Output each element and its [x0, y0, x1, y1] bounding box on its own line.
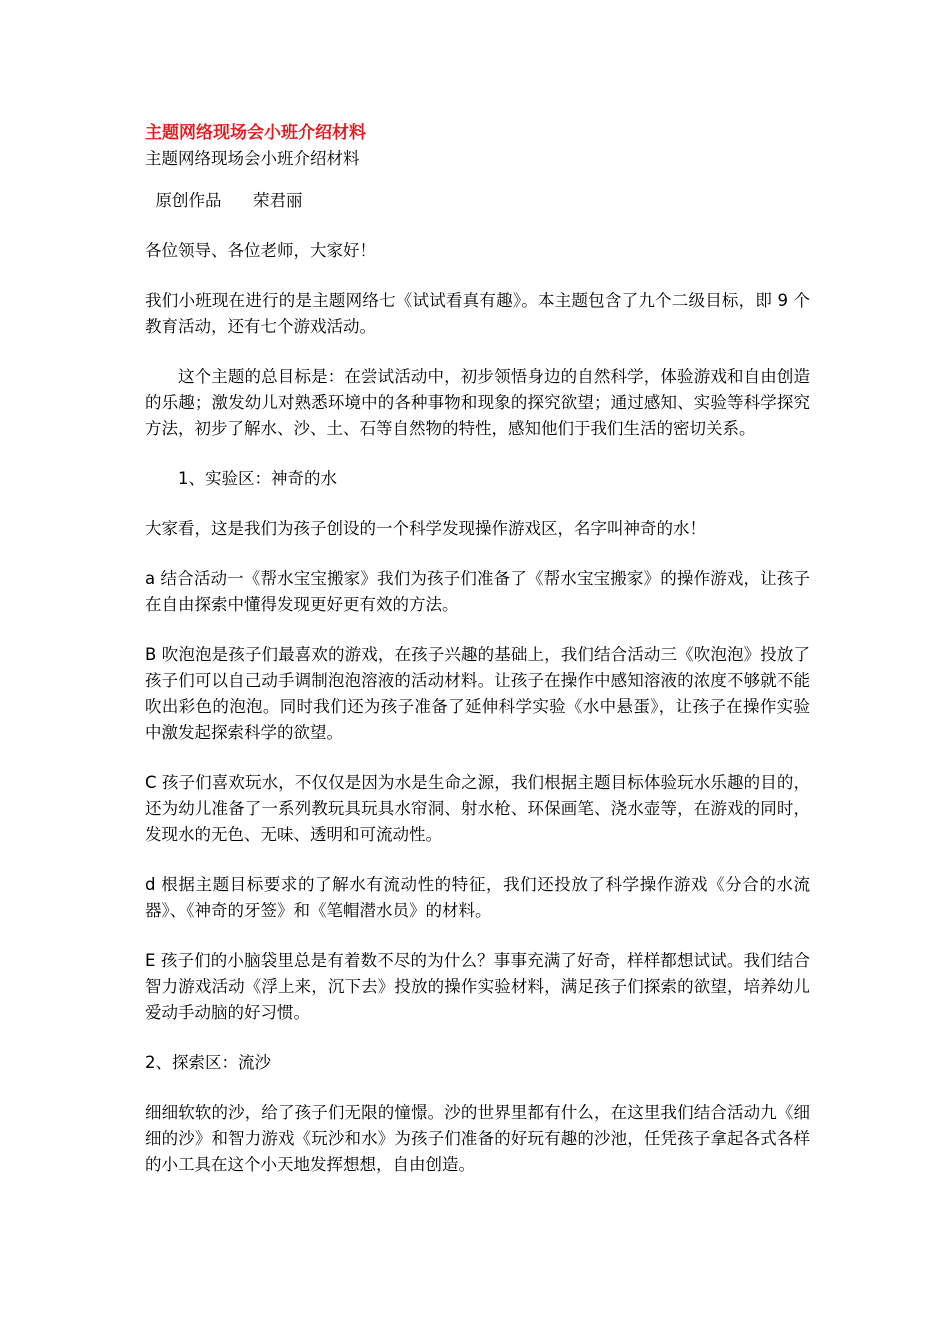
greeting-paragraph: 各位领导、各位老师，大家好！ — [145, 241, 376, 260]
document-title: 主题网络现场会小班介绍材料 — [145, 123, 366, 143]
water-intro-paragraph: 大家看，这是我们为孩子创设的一个科学发现操作游戏区，名字叫神奇的水！ — [145, 519, 706, 538]
item-b-paragraph: B 吹泡泡是孩子们最喜欢的游戏，在孩子兴趣的基础上，我们结合活动三《吹泡泡》投放了孩子们可以自己动手调制泡泡溶液的活动材料。让孩子在操作中感知溶液的浓度不够就不能吹出彩色的泡泡。同时我们还为孩子准备了延伸科学实验《水中悬蛋》，让孩子在操作实验中激发起探索科学的欲望。 — [145, 645, 810, 742]
item-a-paragraph: a 结合活动一《帮水宝宝搬家》我们为孩子们准备了《帮水宝宝搬家》的操作游戏，让孩子在自由探索中懂得发现更好更有效的方法。 — [145, 569, 810, 614]
goal-paragraph: 这个主题的总目标是：在尝试活动中，初步领悟身边的自然科学，体验游戏和自由创造的乐趣；激发幼儿对熟悉环境中的各种事物和现象的探究欲望；通过感知、实验等科学探究方法，初步了解水、沙、土、石等自然物的特性，感知他们于我们生活的密切关系。 — [145, 367, 810, 438]
intro-paragraph: 我们小班现在进行的是主题网络七《试试看真有趣》。本主题包含了九个二级目标，即 9 个教育活动，还有七个游戏活动。 — [145, 291, 810, 336]
sand-paragraph: 细细软软的沙，给了孩子们无限的憧憬。沙的世界里都有什么，在这里我们结合活动九《细细的沙》和智力游戏《玩沙和水》为孩子们准备的好玩有趣的沙池，任凭孩子拿起各式各样的小工具在这个小天地发挥想想，自由创造。 — [145, 1103, 810, 1174]
item-d-paragraph: d 根据主题目标要求的了解水有流动性的特征，我们还投放了科学操作游戏《分合的水流器》、《神奇的牙签》和《笔帽潜水员》的材料。 — [145, 875, 810, 920]
section-heading-sand: 2、探索区：流沙 — [145, 1053, 271, 1072]
section-heading-water: 1、实验区：神奇的水 — [178, 469, 337, 488]
item-e-paragraph: E 孩子们的小脑袋里总是有着数不尽的为什么？事事充满了好奇，样样都想试试。我们结合智力游戏活动《浮上来，沉下去》投放的操作实验材料，满足孩子们探索的欲望，培养幼儿爱动手动脑的好习惯。 — [145, 951, 810, 1022]
document-subtitle: 主题网络现场会小班介绍材料 — [145, 149, 360, 168]
item-c-paragraph: C 孩子们喜欢玩水，不仅仅是因为水是生命之源，我们根据主题目标体验玩水乐趣的目的，还为幼儿准备了一系列教玩具玩具水帘洞、射水枪、环保画笔、浇水壶等，在游戏的同时，发现水的无色、无味、透明和可流动性。 — [145, 773, 810, 844]
document-page — [145, 120, 810, 1178]
author-line: 原创作品 荣君丽 — [145, 191, 303, 210]
